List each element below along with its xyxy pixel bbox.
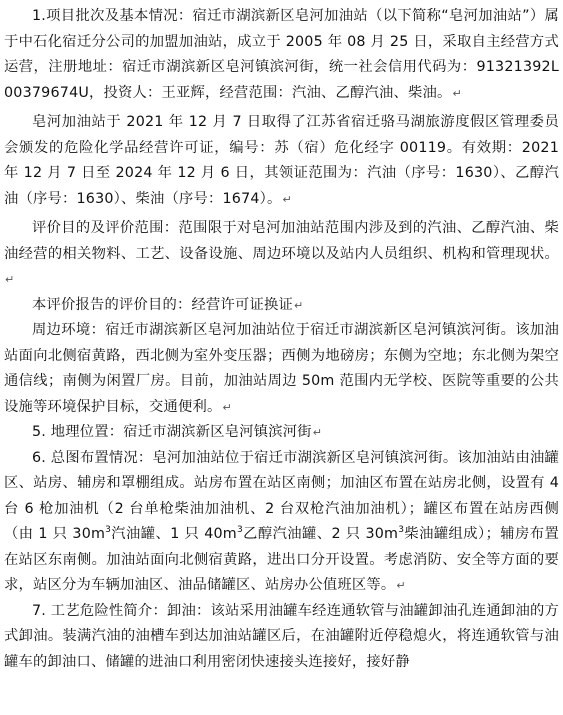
paragraph-evaluation-purpose xyxy=(4,293,559,319)
paragraph-license-info xyxy=(4,110,559,212)
paragraph-text: 乙醇汽油罐、2 只 30m xyxy=(242,526,399,542)
paragraph-text: 周边环境：宿迁市湖滨新区皂河加油站位于宿迁市湖滨新区皂河镇滨河街。该加油站面向北侧宿黄路，西北侧为室外变压器；西侧为地磅房；东侧为空地；东北侧为架空通信线；南侧为闲置厂房。目前，加油站周边 50m 范围内无学校、医院等重要的公共设施等环境保护目标，交通便利。 xyxy=(4,322,559,415)
paragraph-return-mark: ↵ xyxy=(5,273,15,286)
paragraph-return-mark: ↵ xyxy=(293,298,304,312)
paragraph-return-mark: ↵ xyxy=(312,426,323,439)
superscript-cubic: 3 xyxy=(236,525,243,535)
paragraph-text: 柴油罐组成）；辅房布置在站区东南侧。加油站面向北侧宿黄路，进出口分开设置。考虑消防、安全等方面的要求，站区分为车辆加油区、油品储罐区、站房办公值班区等。 xyxy=(4,526,559,593)
paragraph-surroundings xyxy=(4,318,559,420)
paragraph-text: 7. 工艺危险性简介：卸油：该站采用油罐车经连通软管与油罐卸油孔连通卸油的方式卸油。装满汽油的油槽车到达加油站罐区后，在油罐附近停稳熄火，将连通软管与油罐车的卸油口、储罐的进油口利用密闭快速接头连接好，接好静 xyxy=(4,602,559,670)
paragraph-text: 本评价报告的评价目的：经营许可证换证 xyxy=(32,296,293,313)
paragraph-project-basic-info xyxy=(4,4,559,106)
paragraph-text: 汽油罐、1 只 40m xyxy=(111,526,237,542)
paragraph-return-mark: ↵ xyxy=(396,579,406,592)
paragraph-return-mark: ↵ xyxy=(282,192,292,206)
paragraph-site-layout xyxy=(4,446,559,599)
paragraph-text: 评价目的及评价范围：范围限于对皂河加油站范围内涉及到的汽油、乙醇汽油、柴油经营的相关物料、工艺、设备设施、周边环境以及站内人员组织、机构和管理现状。 xyxy=(4,220,559,262)
paragraph-evaluation-scope xyxy=(4,216,559,293)
paragraph-text: 1.项目批次及基本情况：宿迁市湖滨新区皂河加油站（以下简称“皂河加油站”）属于中石化宿迁分公司的加盟加油站，成立于 2005 年 08 月 25 日，采取自主经营方式运营，注册地址：宿迁市湖滨新区皂河镇滨河街，统一社会信用代码为：91321392L00379674U，投资人：王亚辉，经营范围：汽油、乙醇汽油、柴油。 xyxy=(4,8,559,101)
paragraph-process-hazard xyxy=(4,599,559,676)
paragraph-text: 皂河加油站于 2021 年 12 月 7 日取得了江苏省宿迁骆马湖旅游度假区管理委员会颁发的危险化学品经营许可证，编号：苏（宿）危化经字 00119。有效期：2021 年 12 月 7 日至 2024 年 12 月 6 日，其领证范围为：汽油（序号：1630）、乙醇汽油（序号：1630）、柴油（序号：1674）。 xyxy=(4,114,559,207)
paragraph-text: 5. 地理位置：宿迁市湖滨新区皂河镇滨河街 xyxy=(32,424,312,440)
paragraph-location xyxy=(4,420,559,446)
paragraph-return-mark: ↵ xyxy=(222,400,232,414)
superscript-cubic: 3 xyxy=(105,525,112,535)
paragraph-return-mark: ↵ xyxy=(452,86,462,100)
paragraph-text: 6. 总图布置情况：皂河加油站位于宿迁市湖滨新区皂河镇滨河街。该加油站由油罐区、站房、辅房和罩棚组成。站房布置在站区南侧；加油区布置在站房北侧，设置有 4 台 6 枪加油机（2 台单枪柴油加油机、2 台双枪汽油加油机）；罐区布置在站房西侧（由 1 只 30m xyxy=(4,449,559,542)
superscript-cubic: 3 xyxy=(398,525,405,535)
